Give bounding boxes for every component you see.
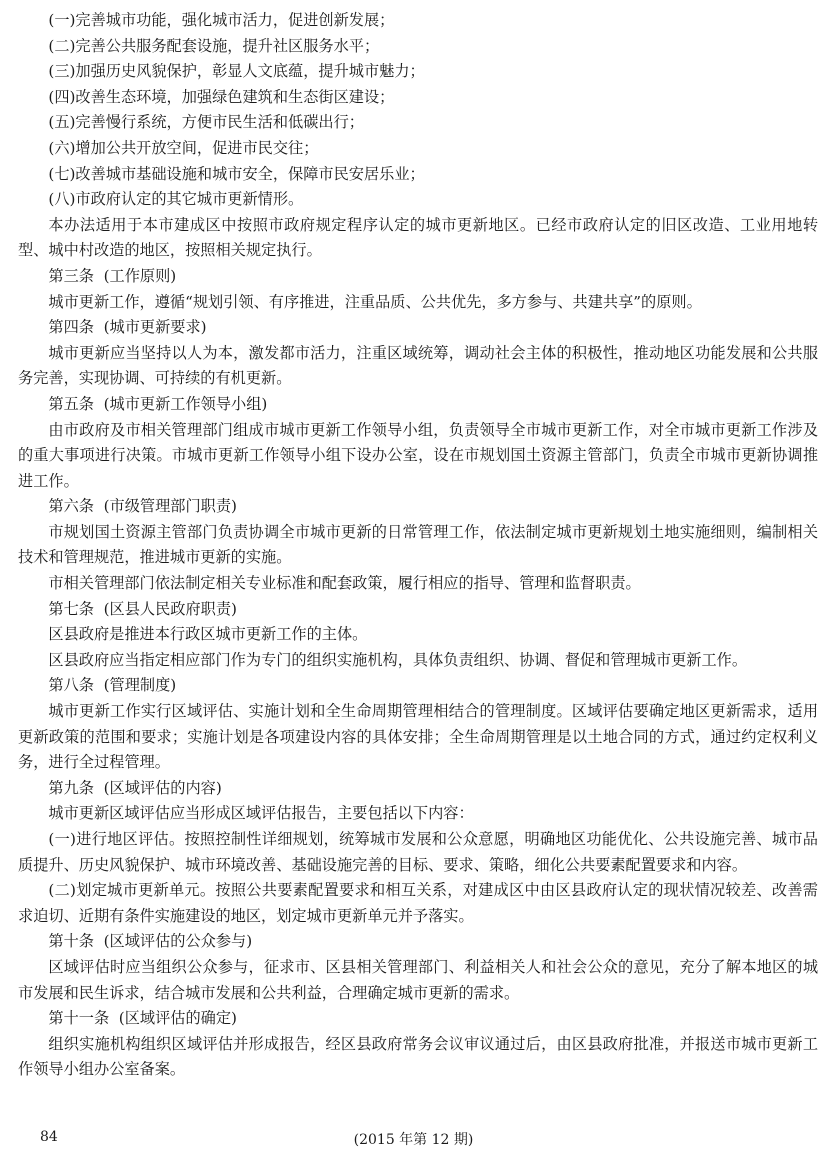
list-item: (二)完善公共服务配套设施，提升社区服务水平； bbox=[48, 36, 380, 55]
body-paragraph: 区县政府是推进本行政区城市更新工作的主体。 bbox=[48, 625, 368, 644]
body-paragraph: 区域评估时应当组织公众参与，征求市、区县相关管理部门、利益相关人和社会公众的意见，充分了解本地区的城市发展和民生诉求，结合城市发展和公共利益，合理确定城市更新的需求。 bbox=[18, 957, 818, 1002]
body-paragraph: 城市更新工作实行区域评估、实施计划和全生命周期管理相结合的管理制度。区域评估要确定地区更新需求，适用更新政策的范围和要求；实施计划是各项建设内容的具体安排；全生命周期管理是以土地合同的方式，通过约定权利义务，进行全过程管理。 bbox=[18, 702, 818, 772]
list-item: (六)增加公共开放空间，促进市民交往； bbox=[48, 138, 319, 157]
page-number: 84 bbox=[40, 1129, 58, 1145]
body-paragraph: 由市政府及市相关管理部门组成市城市更新工作领导小组，负责领导全市城市更新工作，对全市城市更新工作涉及的重大事项进行决策。市城市更新工作领导小组下设办公室，设在市规划国土资源主管部门，负责全市城市更新协调推进工作。 bbox=[18, 420, 818, 490]
article-heading: 第三条 (工作原则) bbox=[48, 266, 177, 285]
article-heading: 第十条 (区域评估的公众参与) bbox=[48, 932, 253, 951]
article-heading: 第七条 (区县人民政府职责) bbox=[48, 599, 237, 618]
list-item: (三)加强历史风貌保护，彰显人文底蕴，提升城市魅力； bbox=[48, 62, 425, 81]
body-paragraph: 市相关管理部门依法制定相关专业标准和配套政策，履行相应的指导、管理和监督职责。 bbox=[48, 574, 641, 593]
list-item: (七)改善城市基础设施和城市安全，保障市民安居乐业； bbox=[48, 164, 425, 183]
list-item: (一)完善城市功能，强化城市活力，促进创新发展； bbox=[48, 11, 395, 29]
body-paragraph: 区县政府应当指定相应部门作为专门的组织实施机构，具体负责组织、协调、督促和管理城市更新工作。 bbox=[48, 650, 748, 669]
body-paragraph: 城市更新工作，遵循“规划引领、有序推进，注重品质、公共优先，多方参与、共建共享”的原则。 bbox=[48, 292, 702, 311]
body-paragraph: 城市更新区域评估应当形成区域评估报告，主要包括以下内容： bbox=[48, 804, 474, 823]
page-footer bbox=[0, 1129, 827, 1153]
list-item: (五)完善慢行系统，方便市民生活和低碳出行； bbox=[48, 113, 364, 132]
body-paragraph: (一)进行地区评估。按照控制性详细规划，统筹城市发展和公众意愿，明确地区功能优化、公共设施完善、城市品质提升、历史风貌保护、城市环境改善、基础设施完善的目标、要求、策略，细化公共要素配置要求和内容。 bbox=[18, 830, 818, 874]
article-heading: 第十一条 (区域评估的确定) bbox=[48, 1009, 237, 1028]
list-item: (四)改善生态环境，加强绿色建筑和生态街区建设； bbox=[48, 87, 395, 106]
article-heading: 第四条 (城市更新要求) bbox=[48, 318, 207, 337]
body-paragraph: 本办法适用于本市建成区中按照市政府规定程序认定的城市更新地区。已经市政府认定的旧区改造、工业用地转型、城中村改造的地区，按照相关规定执行。 bbox=[18, 215, 818, 260]
article-heading: 第五条 (城市更新工作领导小组) bbox=[48, 394, 268, 413]
article-heading: 第九条 (区域评估的内容) bbox=[48, 778, 222, 797]
body-paragraph: 组织实施机构组织区域评估并形成报告，经区县政府常务会议审议通过后，由区县政府批准，并报送市城市更新工作领导小组办公室备案。 bbox=[18, 1034, 818, 1079]
article-heading: 第六条 (市级管理部门职责) bbox=[48, 497, 237, 516]
body-paragraph: (二)划定城市更新单元。按照公共要素配置要求和相互关系，对建成区中由区县政府认定的现状情况较差、改善需求迫切、近期有条件实施建设的地区，划定城市更新单元并予落实。 bbox=[18, 881, 818, 925]
article-heading: 第八条 (管理制度) bbox=[48, 676, 177, 695]
body-paragraph: 市规划国土资源主管部门负责协调全市城市更新的日常管理工作，依法制定城市更新规划土地实施细则，编制相关技术和管理规范，推进城市更新的实施。 bbox=[18, 522, 818, 567]
document-body bbox=[18, 8, 818, 1083]
list-item: (八)市政府认定的其它城市更新情形。 bbox=[48, 190, 304, 209]
issue-label: (2015 年第 12 期) bbox=[353, 1132, 474, 1148]
body-paragraph: 城市更新应当坚持以人为本，激发都市活力，注重区域统筹，调动社会主体的积极性，推动地区功能发展和公共服务完善，实现协调、可持续的有机更新。 bbox=[18, 343, 818, 388]
